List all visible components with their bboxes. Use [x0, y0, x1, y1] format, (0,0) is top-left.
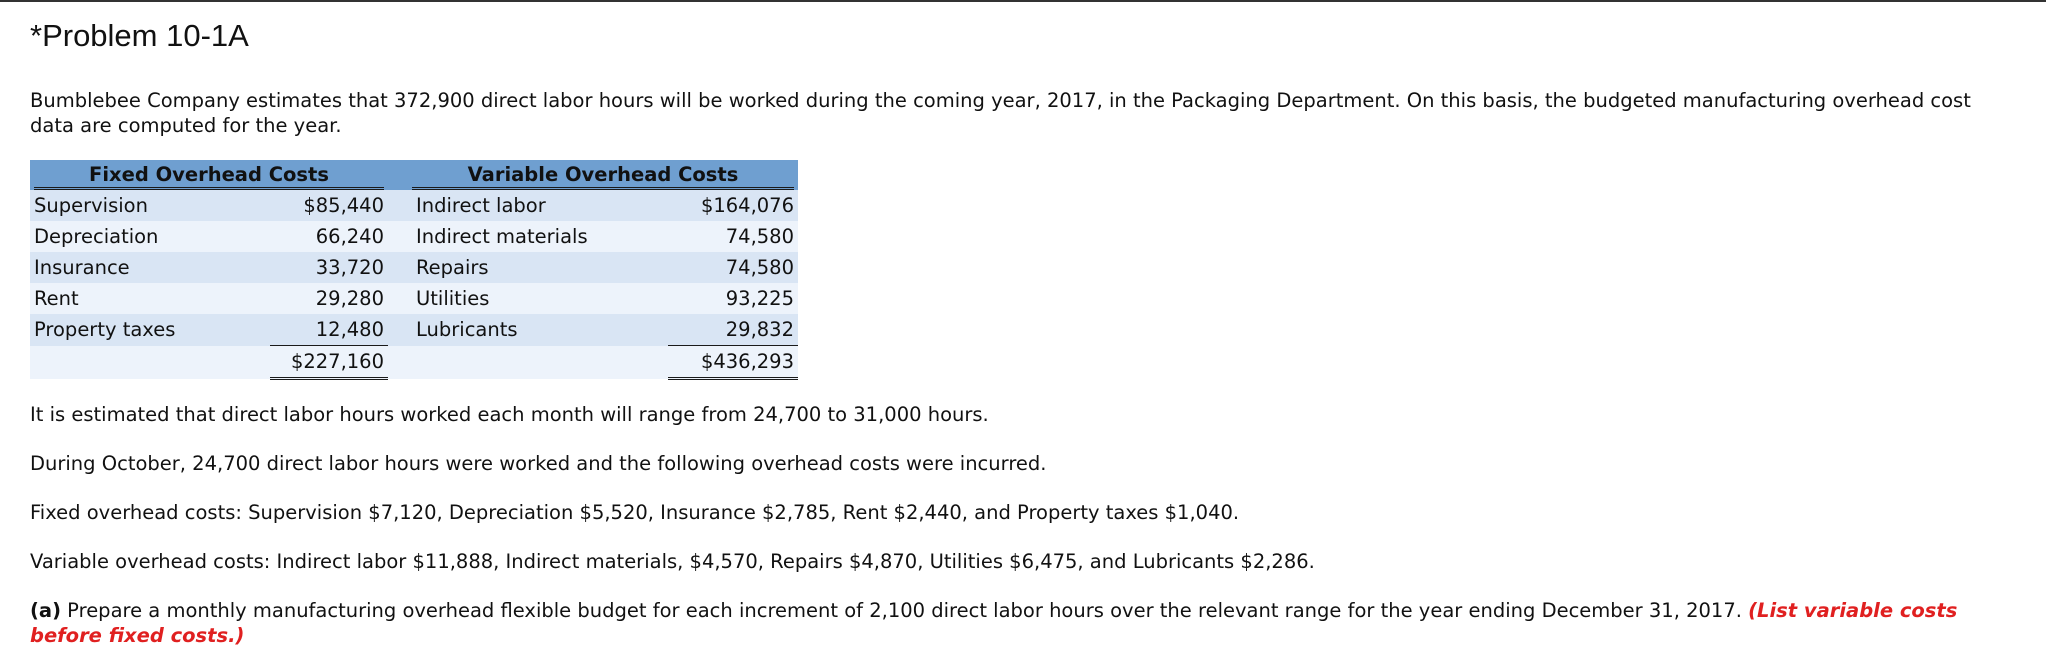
- fixed-total-spacer: [30, 346, 270, 379]
- fixed-cost-name: Rent: [30, 283, 270, 314]
- table-row: [30, 252, 798, 283]
- table-header-row: [30, 160, 798, 190]
- overhead-cost-table: [30, 160, 798, 380]
- table-row: [30, 221, 798, 252]
- variable-cost-value: 74,580: [668, 221, 798, 252]
- fixed-total-value: $227,160: [270, 346, 388, 379]
- fixed-cost-value: 29,280: [270, 283, 388, 314]
- fixed-cost-value: $85,440: [270, 190, 388, 221]
- fixed-overhead-header-label: Fixed Overhead Costs: [34, 163, 384, 190]
- variable-cost-value: 74,580: [668, 252, 798, 283]
- table-row: [30, 314, 798, 346]
- table-total-row: [30, 346, 798, 379]
- range-paragraph: It is estimated that direct labor hours worked each month will range from 24,700 to 31,000 hours.: [30, 403, 989, 426]
- variable-cost-value: 93,225: [668, 283, 798, 314]
- variable-cost-value: $164,076: [668, 190, 798, 221]
- variable-cost-value: 29,832: [668, 314, 798, 346]
- fixed-overhead-header: [30, 160, 388, 190]
- table-row: [30, 190, 798, 221]
- variable-cost-name: Utilities: [388, 283, 668, 314]
- fixed-cost-name: Depreciation: [30, 221, 270, 252]
- question-a: [30, 598, 2025, 648]
- variable-cost-name: Indirect materials: [388, 221, 668, 252]
- question-label: (a): [30, 599, 61, 622]
- problem-intro: Bumblebee Company estimates that 372,900 direct labor hours will be worked during the coming year, 2017, in the Packaging Department. On this basis, the budgeted manufacturing overhead cost data are computed for the year.: [30, 89, 1971, 137]
- fixed-costs-paragraph: Fixed overhead costs: Supervision $7,120, Depreciation $5,520, Insurance $2,785, Rent $2,440, and Property taxes $1,040.: [30, 501, 1240, 524]
- variable-costs-paragraph: Variable overhead costs: Indirect labor $11,888, Indirect materials, $4,570, Repairs $4,870, Utilities $6,475, and Lubricants $2,286.: [30, 550, 1315, 573]
- question-text: Prepare a monthly manufacturing overhead flexible budget for each increment of 2,100 direct labor hours over the relevant range for the year ending December 31, 2017.: [60, 599, 1749, 622]
- variable-cost-name: Lubricants: [388, 314, 668, 346]
- fixed-cost-value: 12,480: [270, 314, 388, 346]
- variable-overhead-header-label: Variable Overhead Costs: [412, 163, 794, 190]
- problem-content: [30, 14, 2030, 648]
- table-row: [30, 283, 798, 314]
- fixed-cost-name: Supervision: [30, 190, 270, 221]
- problem-title: *Problem 10-1A: [30, 18, 249, 53]
- fixed-cost-value: 66,240: [270, 221, 388, 252]
- variable-overhead-header: [388, 160, 798, 190]
- top-divider: [0, 0, 2046, 2]
- fixed-cost-name: Property taxes: [30, 314, 270, 346]
- question-instruction: (List variable costs before fixed costs.): [30, 599, 1958, 647]
- variable-total-spacer: [388, 346, 668, 379]
- variable-cost-name: Repairs: [388, 252, 668, 283]
- variable-total-value: $436,293: [668, 346, 798, 379]
- fixed-cost-name: Insurance: [30, 252, 270, 283]
- october-paragraph: During October, 24,700 direct labor hours were worked and the following overhead costs were incurred.: [30, 452, 1047, 475]
- variable-cost-name: Indirect labor: [388, 190, 668, 221]
- fixed-cost-value: 33,720: [270, 252, 388, 283]
